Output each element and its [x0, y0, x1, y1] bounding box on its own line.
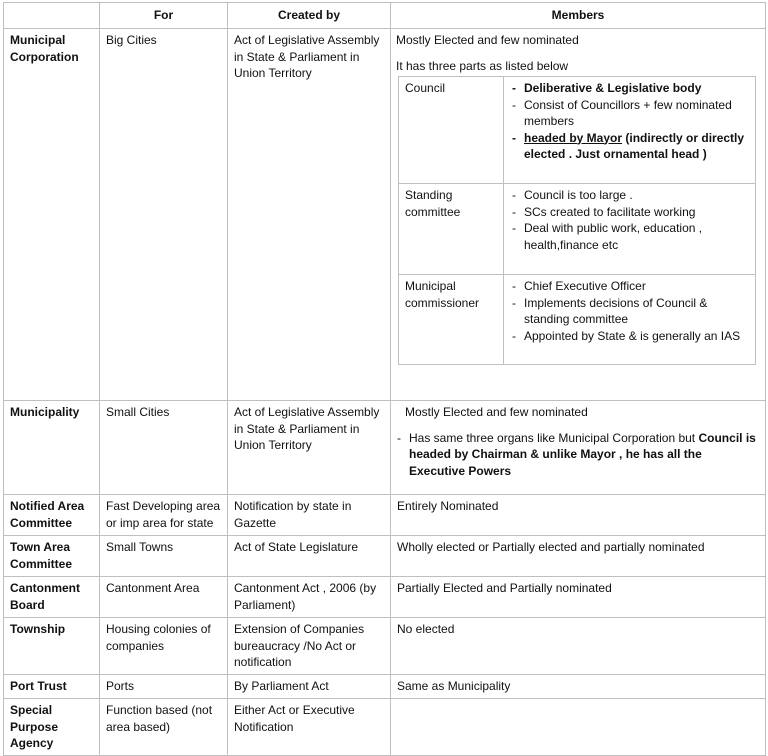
table-row	[4, 675, 766, 699]
members-cell	[391, 699, 766, 756]
for-cell: Small Cities	[100, 401, 228, 495]
note-bold: Council is headed by Chairman & unlike Mayor , he has all the Executive Powers	[409, 430, 756, 478]
for-cell: Small Towns	[100, 536, 228, 577]
organ-row-council	[399, 77, 756, 184]
for-cell: Housing colonies of companies	[100, 618, 228, 675]
organ-point: - Council is too large .	[524, 187, 749, 204]
row-label: Cantonment Board	[4, 577, 100, 618]
members-cell: No elected	[391, 618, 766, 675]
local-bodies-table	[3, 2, 766, 756]
row-label: Township	[4, 618, 100, 675]
organ-point: - SCs created to facilitate working	[524, 204, 749, 221]
header-row	[4, 3, 766, 29]
table-row	[4, 577, 766, 618]
members-cell	[391, 29, 766, 401]
members-cell: Wholly elected or Partially elected and partially nominated	[391, 536, 766, 577]
row-label: Municipality	[4, 401, 100, 495]
organ-point: - Consist of Councillors + few nominated members	[524, 97, 749, 130]
members-note	[409, 430, 759, 480]
header-created-by: Created by	[228, 3, 391, 29]
members-intro: Mostly Elected and few nominated	[396, 33, 579, 47]
table-row	[4, 29, 766, 401]
point-rest: (indirectly or directly elected . Just ornamental head )	[524, 130, 745, 161]
organ-point: - Deliberative & Legislative body	[524, 80, 749, 97]
table-row	[4, 495, 766, 536]
organ-points	[504, 184, 756, 275]
members-intro: Mostly Elected and few nominated	[405, 405, 588, 419]
created-by-cell: Notification by state in Gazette	[228, 495, 391, 536]
for-cell: Big Cities	[100, 29, 228, 401]
note-plain: Has same three organs like Municipal Corporation but	[409, 430, 699, 445]
created-by-cell: Cantonment Act , 2006 (by Parliament)	[228, 577, 391, 618]
row-label: Special Purpose Agency	[4, 699, 100, 756]
organ-row-standing	[399, 184, 756, 275]
organ-name: Council	[399, 77, 504, 184]
organ-point: - Appointed by State & is generally an IAS	[524, 328, 749, 345]
for-cell: Ports	[100, 675, 228, 699]
for-cell: Cantonment Area	[100, 577, 228, 618]
organ-points	[504, 275, 756, 365]
row-label: Port Trust	[4, 675, 100, 699]
organ-name: Municipal commissioner	[399, 275, 504, 365]
table-row	[4, 618, 766, 675]
underlined-text: headed by Mayor	[524, 130, 623, 145]
row-label: Notified Area Committee	[4, 495, 100, 536]
created-by-cell: By Parliament Act	[228, 675, 391, 699]
organ-point: - Chief Executive Officer	[524, 278, 749, 295]
members-parts: It has three parts as listed below	[396, 58, 569, 73]
organ-points	[504, 77, 756, 184]
header-empty	[4, 3, 100, 29]
created-by-cell: Extension of Companies bureaucracy /No Act or notification	[228, 618, 391, 675]
members-cell: Partially Elected and Partially nominated	[391, 577, 766, 618]
created-by-cell: Either Act or Executive Notification	[228, 699, 391, 756]
members-notes	[397, 430, 759, 480]
organ-row-commissioner	[399, 275, 756, 365]
created-by-cell: Act of Legislative Assembly in State & Parliament in Union Territory	[228, 401, 391, 495]
organs-table	[398, 76, 756, 365]
created-by-cell: Act of State Legislature	[228, 536, 391, 577]
organ-point	[524, 130, 749, 163]
members-cell	[391, 401, 766, 495]
organ-point: - Deal with public work, education , health,finance etc	[524, 220, 749, 253]
table-row	[4, 401, 766, 495]
created-by-cell: Act of Legislative Assembly in State & Parliament in Union Territory	[228, 29, 391, 401]
header-members: Members	[391, 3, 766, 29]
row-label: Municipal Corporation	[4, 29, 100, 401]
members-cell: Same as Municipality	[391, 675, 766, 699]
for-cell: Fast Developing area or imp area for state	[100, 495, 228, 536]
table-row	[4, 699, 766, 756]
table-row	[4, 536, 766, 577]
for-cell: Function based (not area based)	[100, 699, 228, 756]
header-for: For	[100, 3, 228, 29]
members-cell: Entirely Nominated	[391, 495, 766, 536]
row-label: Town Area Committee	[4, 536, 100, 577]
organ-name: Standing committee	[399, 184, 504, 275]
organ-point: - Implements decisions of Council & standing committee	[524, 295, 749, 328]
